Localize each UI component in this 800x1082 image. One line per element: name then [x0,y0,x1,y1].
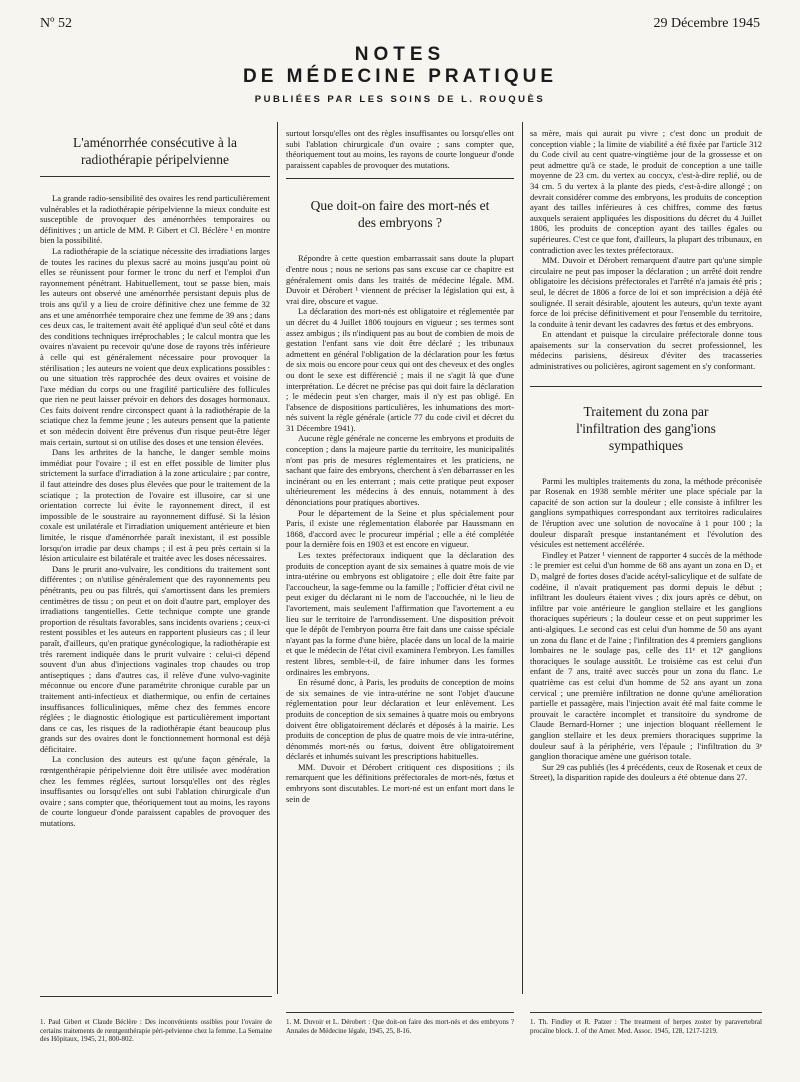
paragraph: Dans les arthrites de la hanche, le danger semble moins immédiat pour l'ovaire ; il est en effet possible de limiter plus strictement la surface d'irradiation à la zone articulaire ; par contre, il faut atteindre des doses plus élevées que pour le traitement de la sciatique ; la protection de l'ovaire est illusoire, car si une orientation correcte lui évite le rayonnement direct, il est impossible de le soustraire au rayonnement diffusé. Si la lésion coxale est unilatérale et l'irradiation uniquement antérieure et bien limitée, le risque d'aménorrhée paraît inexistant, il est possible lorsqu'on irradie par deux champs ; il est à peu près certain si la lésion articulaire est bilatérale et traitée avec les doses nécessaires. [40,447,270,564]
paragraph: Pour le département de la Seine et plus spécialement pour Paris, il existe une réglementation élaborée par Haussmann en 1868, d'accord avec le procureur impérial ; elle a été complétée pour la dernière fois en 1903 et est encore en vigueur. [286,507,514,550]
paragraph: La déclaration des mort-nés est obligatoire et réglementée par un décret du 4 Juillet 1806 toujours en vigueur ; ses termes sont assez ambigus ; ils n'indiquent pas au bout de combien de mois de gestation l'enfant sans vie doit être déclaré ; les tribunaux admettent en général l'obligation de la déclaration pour les fœtus de six mois ou encore pour ceux qui ont des cheveux et des ongles ou dont le sexe est différencié ; mais il ne s'agit là que d'une interprétation. Le décret ne précise pas qui doit faire la déclaration ; le médecin peut s'en charger, mais il n'y est pas obligé. En l'absence de dispositions particulières, les inhumations des mort-nés suivent la règle générale (article 77 du code civil et décret du 31 Décembre 1941). [286,306,514,433]
footnote-3: 1. Th. Findley et R. Patzer : The treatment of herpes zoster by paravertebral procaïne block. J. of the Amer. Med. Assoc. 1945, 128, 1217-1219. [530,1018,762,1035]
paragraph: Sur 29 cas publiés (les 4 précédents, ceux de Rosenak et ceux de Street), la disparition rapide des douleurs a été obtenue dans 27. [530,761,762,783]
journal-title-line1: NOTES [354,44,446,65]
article-title-mort-nes: Que doit-on faire des mort-nés et des embryons ? [310,198,490,231]
paragraph: La grande radio-sensibilité des ovaires les rend particulièrement vulnérables et la radiothérapie péripelvienne la mieux conduite est susceptible de provoquer des aménorrhées temporaires ou définitives ; un article de MM. P. Gibert et Cl. Béclère ¹ en montre bien la possibilité. [40,193,270,246]
paragraph: Aucune règle générale ne concerne les embryons et produits de conception ; dans la majeure partie du territoire, les municipalités n'ont pas pris de mesures réglementaires et les praticiens, ne sachant que faire des embryons, cherchent à s'en débarrasser en les incinérant ou en les enterrant ; mais cette pratique peut exposer ultérieurement les médecins à des ennuis, notamment à des dénonciations pour pratiques abortives. [286,433,514,508]
article-separator [286,178,514,179]
paragraph: En résumé donc, à Paris, les produits de conception de moins de six semaines de vie intra-utérine ne sont l'objet d'aucune réglementation pour leur déclaration et leur enlèvement. Les produits de conception de six semaines à quatre mois ou embryons doivent être obligatoirement déclarés et déposés à la mairie. Les produits de conception de plus de quatre mois de vie intra-utérine, dénommés mort-nés ou fœtus, doivent être obligatoirement déclarés et inhumés suivant les prescriptions habituelles. [286,677,514,762]
article-title-rule [40,176,270,177]
paragraph: Findley et Patzer ¹ viennent de rapporter 4 succès de la méthode : le premier est celui d'un homme de 68 ans ayant un zona en D₂ et D₃ malgré de fortes doses d'acide acétyl-salicylique et de sulfate de codéine, il n'avait pratiquement pas dormi depuis le début ; infiltrant les douleurs étaient vives ; dix jours après ce début, on infiltre par voie antérieure le ganglion stellaire et les ganglions thoraciques supérieurs ; la douleur cesse et on peut supprimer les anti-algiques. Le second cas est celui d'un homme de 50 ans ayant un zona du flanc et de l'aine ; l'infiltration des 4 premiers ganglions lombaires ne le soulage pas, celle des 11ᵉ et 12ᵉ ganglions thoraciques le soulage aussitôt. Le troisième cas est celui d'un enfant de 7 ans, traité avec succès pour un zona du flanc. Le quatrième cas est celui d'un homme de 52 ans ayant un zona cervical ; une première infiltration ne donne qu'une amélioration partielle et passagère, mais l'injection avait été mal faite comme le prouvait le caractère incomplet et transitoire du syndrome de Claude Bernard-Horner ; une injection bloquant réellement le ganglion stellaire et les deux premiers thoraciques supprime la douleur sauf à la périphérie, vers l'épaule ; l'infiltration du 3ᵉ ganglion thoracique amène une guérison totale. [530,549,762,762]
column-divider-2 [522,122,523,994]
issue-date: 29 Décembre 1945 [653,16,760,31]
journal-subtitle: PUBLIÉES PAR LES SOINS DE L. ROUQUÈS [254,94,546,105]
footnote-rule-2 [286,1012,514,1013]
paragraph: Parmi les multiples traitements du zona, la méthode préconisée par Rosenak en 1938 semble mériter une place spéciale par la capacité de son action sur la douleur ; elle consiste à infiltrer les ganglions sympathiques correspondant aux territoires radiculaires de l'éruption avec une solution de novocaïne à 1 pour 100 ; la douleur disparaît presque instantanément et l'évolution des vésicules est nettement accélérée. [530,475,762,550]
column-2 [286,128,514,986]
column-divider-1 [277,122,278,994]
paragraph: Les textes préfectoraux indiquent que la déclaration des produits de conception ayant de six semaines à quatre mois de vie intra-utérine ou embryons est obligatoire ; elle doit être faite par l'accoucheur, la sage-femme ou la famille ; l'officier d'état civil ne peut exiger du déclarant ni le nom de l'accouchée, ni le lieu de l'avortement, mais seulement l'affirmation que l'avortement a eu lieu sur le territoire de l'arrondissement. Une disposition prévoit que le dépôt de l'embryon pourra être fait dans une caisse spéciale n'ayant pas la forme d'une bière, placée dans un local de la mairie et que le médecin de l'état civil examinera l'embryon. Les familles restent libres, semble-t-il, de faire inhumer dans les formes ordinaires les embryons. [286,550,514,677]
paragraph: En attendant et puisque la circulaire préfectorale donne tous apaisements sur la conservation du secret professionnel, les médecins parisiens, désireux d'éviter des tracasseries administratives ou policières, agiront sagement en s'y conformant. [530,329,762,372]
paragraph: MM. Duvoir et Dérobert remarquent d'autre part qu'une simple circulaire ne peut pas imposer la déclaration ; un arrêté doit rendre obligatoire les décisions préfectorales et l'arrêté n'a jamais été pris ; seul, le décret de 1806 a force de loi et son imprécision a déjà été soulignée. Il serait désirable, ajoutent les auteurs, qu'un texte ayant force de loi précise définitivement et pour l'ensemble du territoire, la conduite à tenir devant les cadavres des fœtus et des embryons. [530,255,762,329]
article-separator [530,386,762,387]
footnote-2: 1. M. Duvoir et L. Dérobert : Que doit-on faire des mort-nés et des embryons ? Annales de Médecine légale, 1945, 25, 8-16. [286,1018,514,1035]
footnote-1: 1. Paul Gibert et Claude Béclère : Des inconvénients ossibles pour l'ovaire de certains traitements de rœntgenthérapie péri-pelvienne chez la femme. La Semaine des Hôpitaux, 1945, 21, 800-802. [40,1018,272,1044]
footnote-rule-3 [530,1012,762,1013]
paragraph: MM. Duvoir et Dérobert critiquent ces dispositions ; ils remarquent que les définitions préfectorales de mort-nés, fœtus et embryons sont discutables. Le mort-né est un enfant mort dans le sein de [286,761,514,804]
article-title-amenorrhee: L'aménorrhée consécutive à la radiothérapie péripelvienne [73,135,237,167]
journal-title-line2: DE MÉDECINE PRATIQUE [242,66,557,87]
paragraph: La conclusion des auteurs est qu'une façon générale, la rœntgenthérapie péripelvienne doit être utilisée avec modération chez les femmes réglées, surtout lorsqu'elles ont des règles insuffisantes ou lorsqu'elles ont subi l'ablation chirurgicale d'un ovaire ; sans compter que, théoriquement tout au moins, les rayons de courte longueur d'onde paraissent capables de provoquer des mutations. [40,754,270,829]
footnote-rule-1 [40,996,272,997]
paragraph: Dans le prurit ano-vulvaire, les conditions du traitement sont différentes ; on n'utilise généralement que des rayonnements peu pénétrants, peu ou pas filtrés, qui s'amortissent dans les premiers centimètres de tissu ; on peut et on doit d'autre part, employer des irradiations tangentielles. Cette technique compte une grande proportion de résultats favorables, sans incidents ovariens ; ceux-ci restent possibles et les auteurs en rapportent plusieurs cas ; il leur paraît, d'ailleurs, qu'en pratique gynécologique, la radiothérapie est très rarement indiquée dans le prurit vulvaire : celui-ci dépend souvent d'un abus d'injections vaginales trop chaudes ou trop antiseptiques ; dans d'autres cas, il relève d'une vulvo-vaginite méconnue ou encore d'une paramétrite chronique curable par un traitement anti-infectieux et diathermique, ou enfin de certaines insuffisances folliculiniques, même chez des femmes encore réglées ; le diagnostic étiologique est particulièrement important dans ce cas, les risques de la radiothérapie étant beaucoup plus grands sur des ovaires dont le fonctionnement hormonal est déjà déficitaire. [40,563,270,754]
article-title-zona: Traitement du zona par l'infiltration des gang'ions sympathiques [576,403,716,453]
paragraph: Répondre à cette question embarrassait sans doute la plupart d'entre nous ; nous ne serions pas sans excuse car ce chapitre est généralement omis dans les traités de médecine légale. MM. Duvoir et Dérobert ¹ viennent de préciser la législation qui est, à vrai dire, obscure et vague. [286,253,514,306]
paragraph: sa mère, mais qui aurait pu vivre ; c'est donc un produit de conception viable ; la limite de viabilité a été fixée par l'article 312 du Code civil au cent quatre-vingtième jour de la grossesse et on peut admettre qu'à ce stade, le produit de conception a une taille moyenne de 23 cm. du vertex au coccyx, c'est-à-dire replié, ou de 34 cm. 5 du vertex à la plante des pieds, c'est-à-dire allongé ; on devrait considérer comme des embryons, les produits de conception ayant des tailles inférieures à ces chiffres, comme des fœtus auxquels seraient appliquées les dispositions du décret du 4 Juillet 1806, les produits de conception ayant des tailles égales ou supérieures. C'est ce que font, d'ailleurs, la plupart des tribunaux, en contradiction avec les textes préfectoraux. [530,128,762,255]
paragraph: La radiothérapie de la sciatique nécessite des irradiations larges de toutes les racines du plexus sacré au moins jusqu'au point où elles se réunissent pour former le tronc du nerf et l'emploi d'un rayonnement pénétrant. Habituellement, tout se passe bien, mais les auteurs ont observé une aménorrhée persistant depuis plus de trois ans qu'il y a lieu de croire définitive chez une femme de 32 ans et une aménorrhée temporaire chez une femme de 39 ans ; dans ces deux cas, le traitement avait été appliqué d'un seul côté et dans des conditions techniques irréprochables ; le calcul montra que les ovaires n'avaient pu recevoir qu'une dose de rayons très inférieure à celle qui est généralement nécessaire pour provoquer la stérilisation ; les auteurs ne voient que deux explications possibles : ou une situation très rapprochée des deux ovaires et voisine de l'axe médian du corps ou une fragilité particulière des follicules que rien ne peut laisser prévoir en dehors des dosages hormonaux. Ces faits doivent rendre circonspect quant à la radiothérapie de la sciatique chez la femme jeune ; les auteurs pensent que la patiente et son médecin doivent être prévenus d'un risque peut-être léger mais certain, surtout si on utilise des doses et une tension élevées. [40,245,270,447]
column-1 [40,128,270,986]
issue-number: Nº 52 [40,16,72,31]
paragraph-continued: surtout lorsqu'elles ont des règles insuffisantes ou lorsqu'elles ont subi l'ablation chirurgicale d'un ovaire ; sans compter que, théoriquement tout au moins, les rayons de courte longueur d'onde paraissent capables de provoquer des mutations. [286,128,514,170]
column-3 [530,128,762,986]
